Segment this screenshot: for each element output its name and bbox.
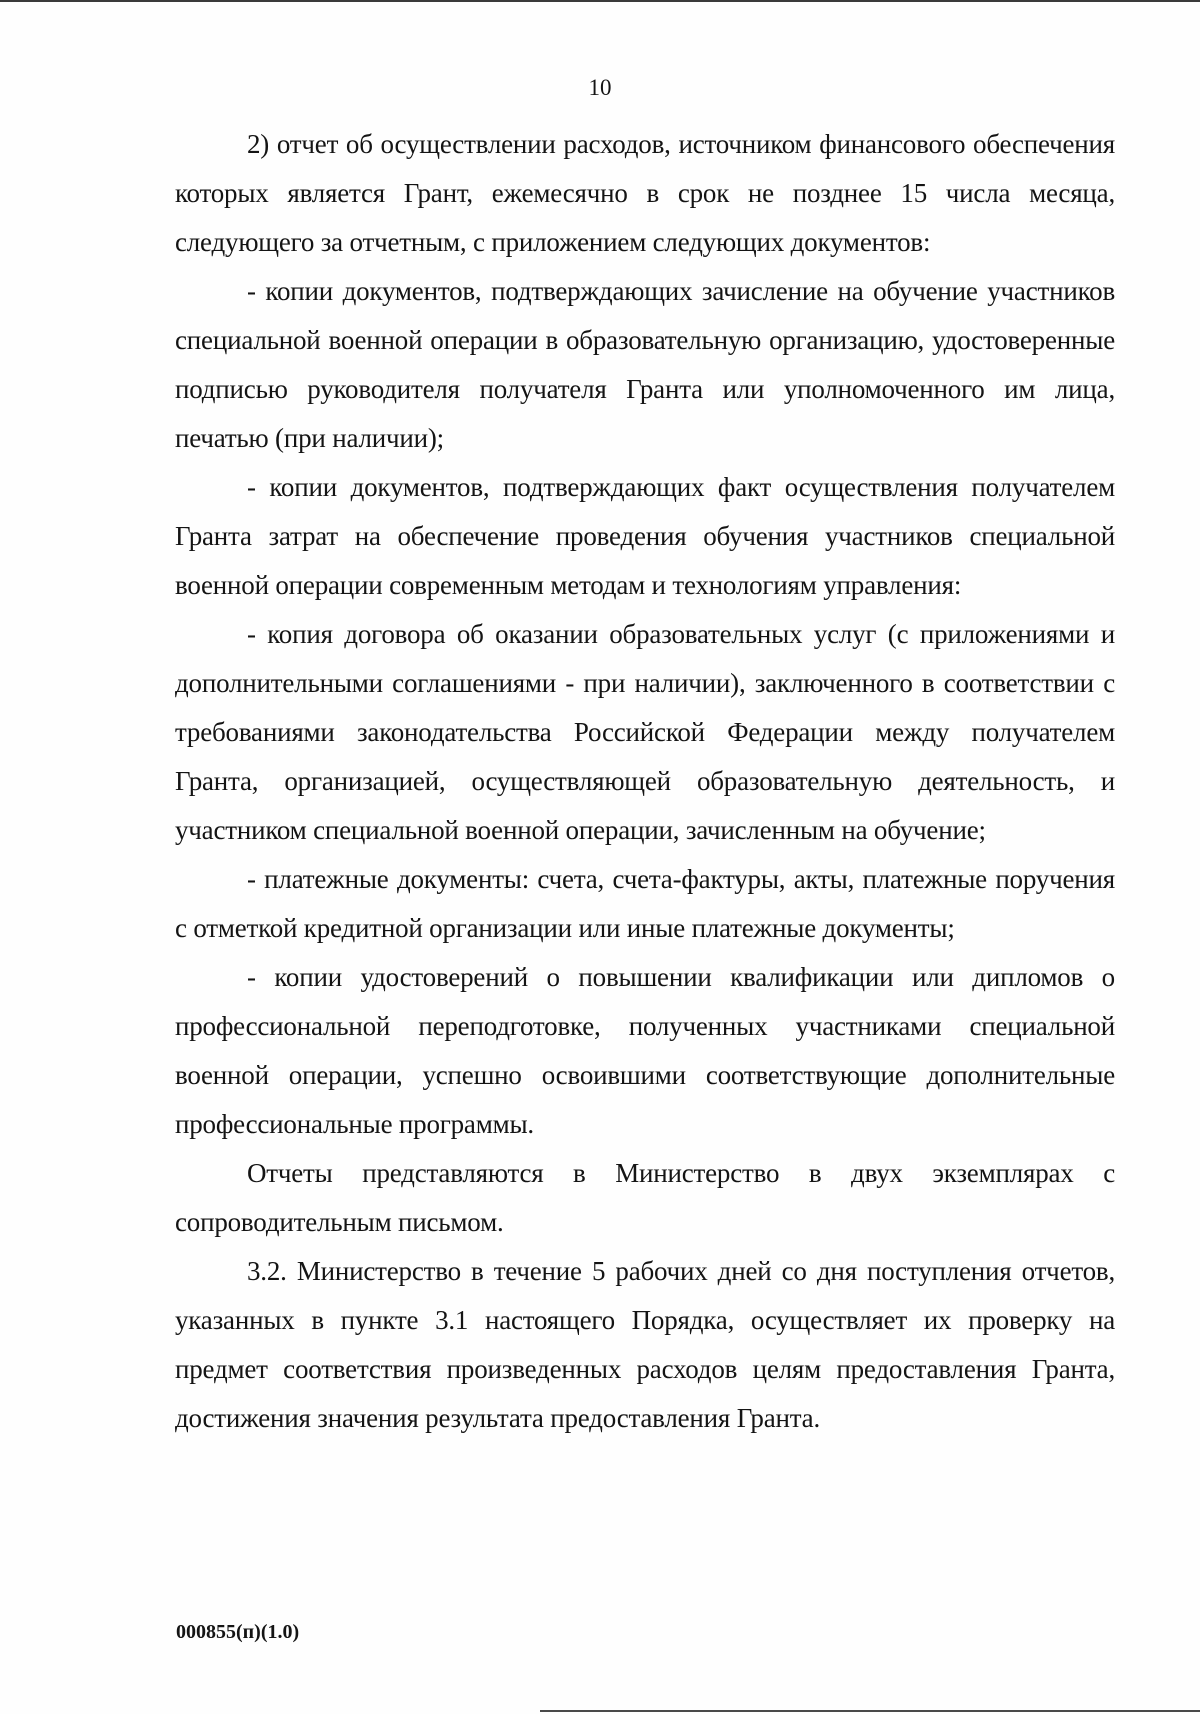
page-number: 10 [588, 75, 612, 100]
document-code: 000855(п)(1.0) [176, 1621, 300, 1643]
paragraph-report-expenses: 2) отчет об осуществлении расходов, источником финансового обеспечения которых является Грант, ежемесячно в срок не позднее 15 числа месяца, следующего за отчетным, с приложением следующих документов: [175, 129, 1115, 257]
paragraph-cost-copies: - копии документов, подтверждающих факт осуществления получателем Гранта затрат на обеспечение проведения обучения участников специальной военной операции современным методам и технологиям управления: [175, 472, 1115, 600]
paragraph-contract-copy: - копия договора об оказании образовательных услуг (с приложениями и дополнительными соглашениями - при наличии), заключенного в соответствии с требованиями законодательства Российской Федерации между получателем Гранта, организацией, осуществляющей образовательную деятельность, и участником специальной военной операции, зачисленным на обучение; [175, 619, 1115, 845]
scan-bottom-edge [540, 1710, 1200, 1712]
paragraph-enrollment-copies: - копии документов, подтверждающих зачисление на обучение участников специальной военной операции в образовательную организацию, удостоверенные подписью руководителя получателя Гранта или уполномоченного им лица, печатью (при наличии); [175, 276, 1115, 453]
paragraph-payment-documents: - платежные документы: счета, счета-фактуры, акты, платежные поручения с отметкой кредитной организации или иные платежные документы; [175, 864, 1115, 943]
paragraph-certificates: - копии удостоверений о повышении квалификации или дипломов о профессиональной переподготовке, полученных участниками специальной военной операции, успешно освоившими соответствующие дополнительные профессиональные программы. [175, 962, 1115, 1139]
document-body [175, 120, 1115, 1443]
paragraph-ministry-review: 3.2. Министерство в течение 5 рабочих дней со дня поступления отчетов, указанных в пункте 3.1 настоящего Порядка, осуществляет их проверку на предмет соответствия произведенных расходов целям предоставления Гранта, достижения значения результата предоставления Гранта. [175, 1256, 1115, 1433]
scan-top-edge [0, 0, 1200, 2]
paragraph-reports-submission: Отчеты представляются в Министерство в двух экземплярах с сопроводительным письмом. [175, 1158, 1115, 1237]
